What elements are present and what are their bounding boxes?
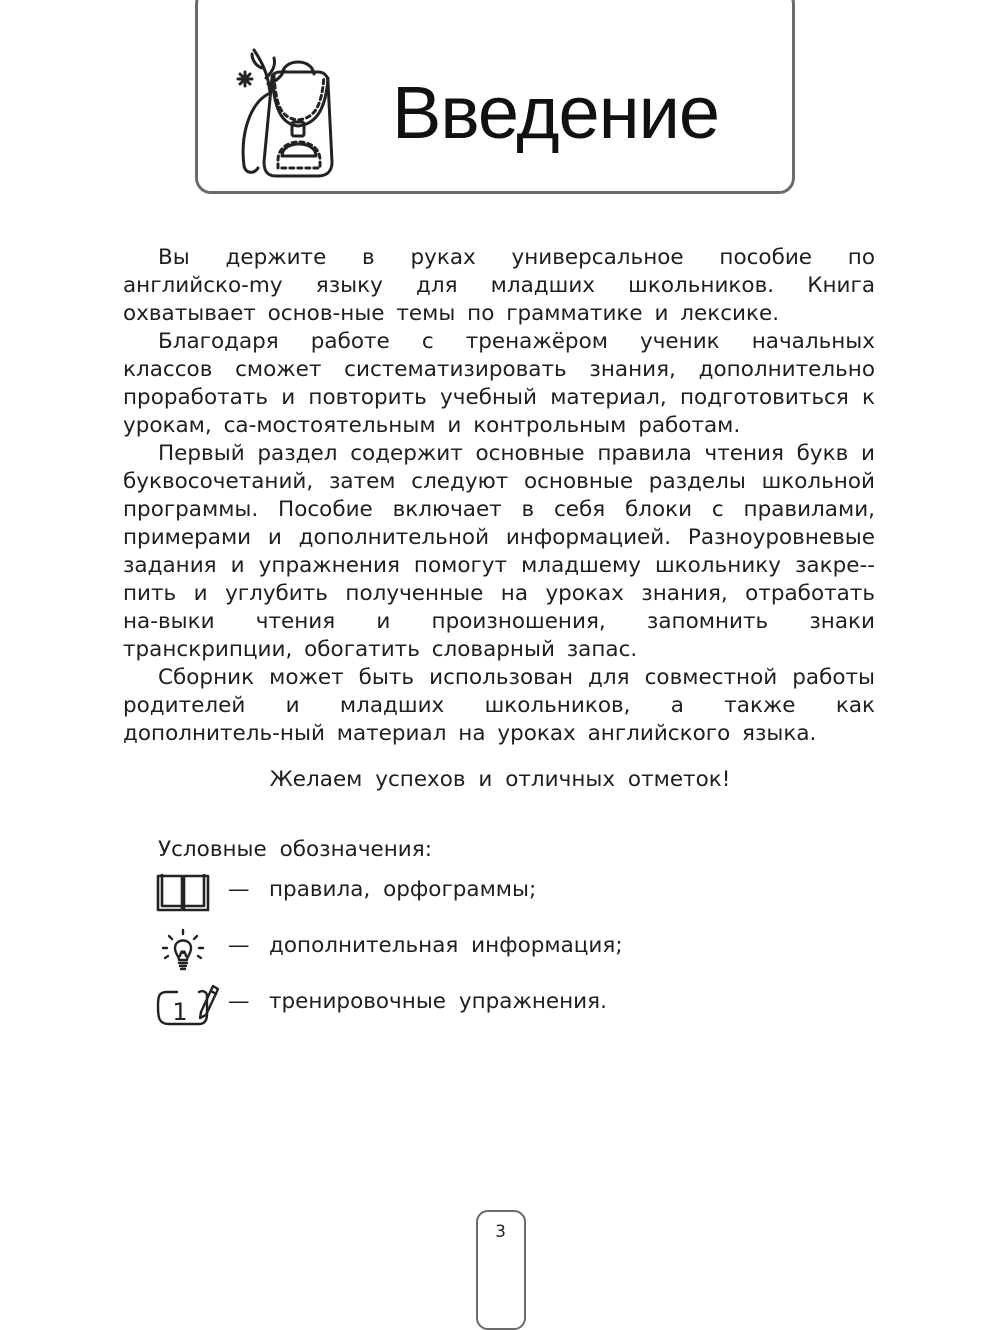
intro-paragraph-3: Первый раздел содержит основные правила чтения букв и буквосочетаний, затем следуют основные разделы школьной программы. Пособие включает в себя блоки с правилами, примерами и дополнительной информацией. Разноуровневые задания и упражнения помогут младшему школьнику закре-пить и углубить полученные на уроках знания, отработать на-выки чтения и произношения, запомнить знаки транскрипции, обогатить словарный запас.	[123, 441, 875, 662]
legend-dash: —	[228, 989, 250, 1014]
lightbulb-icon	[155, 926, 211, 972]
closing-wish: Желаем успехов и отличных отметок!	[269, 767, 731, 792]
intro-paragraph-4: Сборник может быть использован для совместной работы родителей и младших школьников, а также как дополнитель-ный материал на уроках английского языка.	[123, 665, 875, 746]
intro-paragraph-1: Вы держите в руках универсальное пособие по английско-my языку для младших школьников. Книга охватывает основ-ные темы по грамматике и лексике.	[123, 245, 875, 326]
page-number: 3	[495, 1222, 506, 1242]
legend-item-rules	[155, 870, 755, 916]
legend-item-info	[155, 926, 755, 972]
legend-dash: —	[228, 933, 250, 958]
legend-item-exercises	[155, 982, 755, 1028]
legend-item-exercises-label: тренировочные упражнения.	[269, 989, 607, 1014]
intro-paragraph-2: Благодаря работе с тренажёром ученик начальных классов сможет систематизировать знания, дополнительно проработать и повторить учебный материал, подготовиться к урокам, са-мостоятельным и контрольным работам.	[123, 329, 875, 438]
numbered-pencil-icon	[155, 982, 219, 1028]
intro-text	[123, 244, 875, 748]
legend-item-rules-label: правила, орфограммы;	[269, 877, 537, 902]
page-title: Введение	[392, 71, 720, 154]
legend-title: Условные обозначения:	[158, 837, 432, 862]
backpack-with-flowers-icon	[232, 44, 352, 184]
page-number-tab	[476, 1210, 526, 1330]
exercise-number-label: 1	[172, 998, 188, 1026]
legend-item-info-label: дополнительная информация;	[269, 933, 623, 958]
legend-dash: —	[228, 877, 250, 902]
open-book-icon	[155, 870, 211, 916]
